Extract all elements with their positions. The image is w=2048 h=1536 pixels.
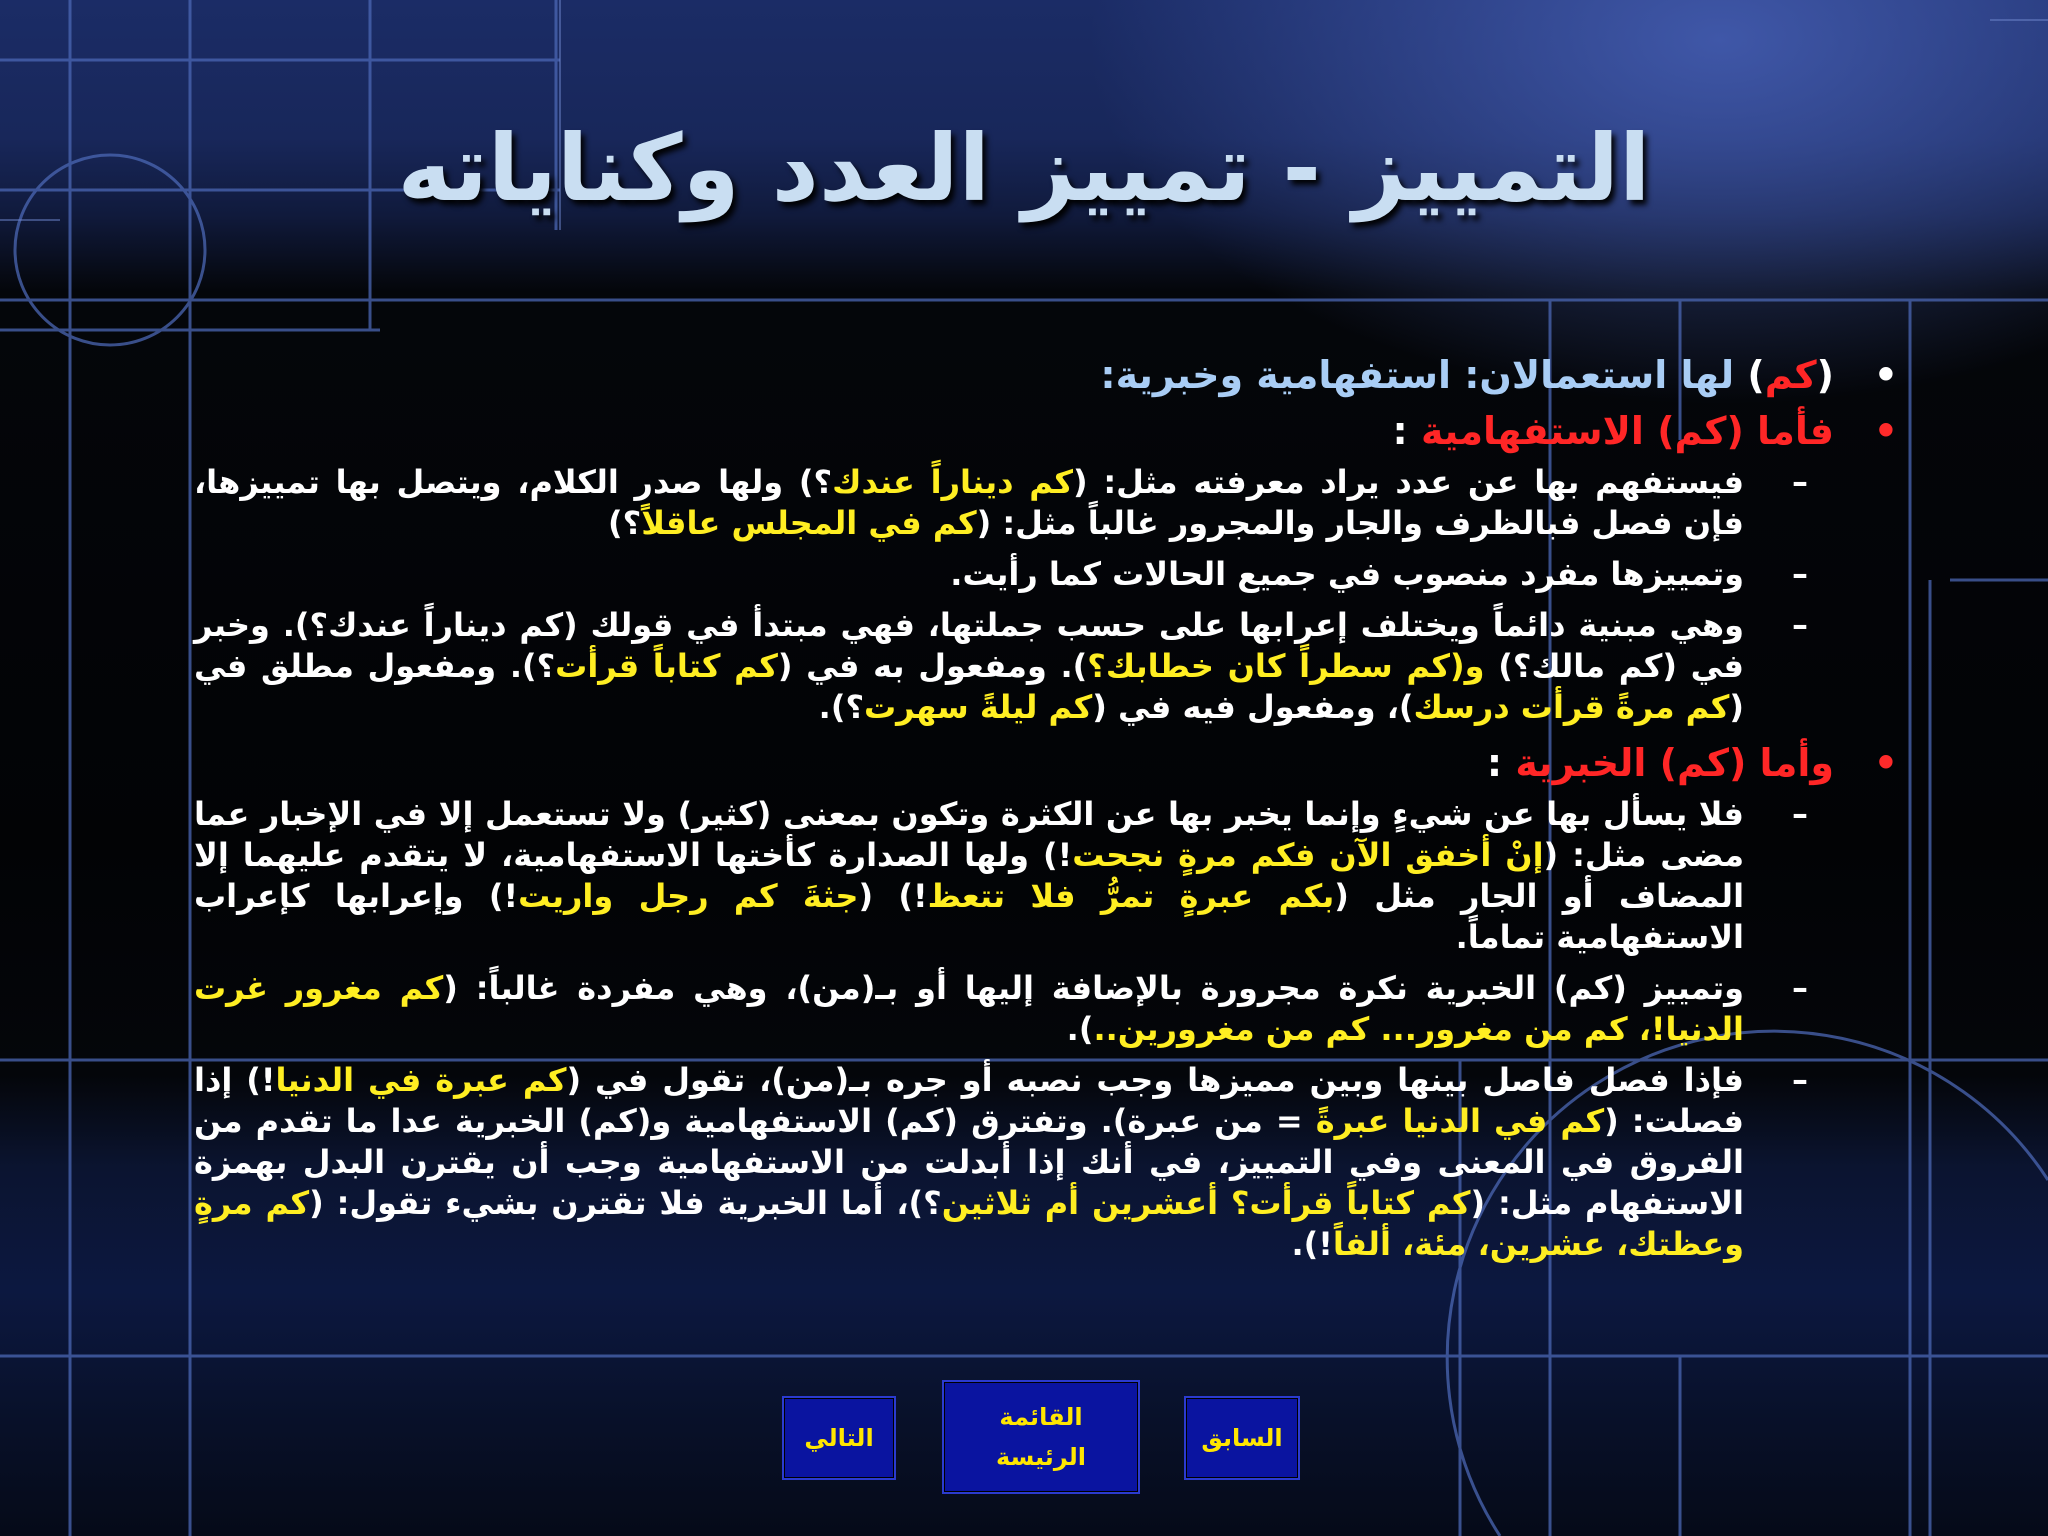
example-highlight: كم ليلةً سهرت <box>864 688 1093 726</box>
example-highlight: كم في الدنيا عبرةً <box>1315 1102 1605 1140</box>
text-run: !). <box>1291 1225 1333 1263</box>
sub-item-predicative-usage <box>194 794 1808 958</box>
text-run: !) وإعرابها كإعراب الاستفهامية تماماً. <box>194 877 1744 956</box>
previous-button[interactable] <box>1184 1396 1300 1480</box>
previous-button-label: السابق <box>1201 1424 1283 1452</box>
text-run: ). <box>1066 1010 1094 1048</box>
text-run: )، ومفعول فيه في ( <box>1092 688 1414 726</box>
text-run: وتمييز (كم) الخبرية نكرة مجرورة بالإضافة إليها أو بـ(من)، وهي مفردة غالباً: ( <box>443 969 1745 1007</box>
main-menu-button[interactable] <box>942 1380 1140 1494</box>
next-button[interactable] <box>782 1396 896 1480</box>
text-run: !) ( <box>858 877 928 915</box>
sub-item-separation <box>194 1060 1808 1265</box>
sub-item-predicative-tamyiz <box>194 968 1808 1050</box>
text-run: !) إذا فصلت: ( <box>194 1061 1745 1140</box>
kam-word: كم <box>1764 353 1817 397</box>
heading-colon: : <box>1486 741 1516 785</box>
bullet-item-kam-uses <box>118 350 1898 400</box>
bullet-icon: • <box>1873 353 1898 397</box>
slide-content <box>118 350 1898 1275</box>
dash-bullet-icon: – <box>1792 795 1808 833</box>
main-menu-label-line2: الرئيسة <box>996 1443 1086 1471</box>
dash-bullet-icon: – <box>1792 463 1808 501</box>
next-button-label: التالي <box>804 1424 874 1452</box>
bullet-item-predicative <box>118 738 1898 788</box>
example-highlight: إنْ أخفق الآن فكم مرةٍ نجحت <box>1072 836 1544 874</box>
example-highlight: كم مرةٍ وعظتك، عشرين، مئة، ألفاً <box>194 1184 1744 1263</box>
example-highlight: و(كم سطراً كان خطابك؟ <box>1087 647 1485 685</box>
text-run: ؟) <box>608 504 642 542</box>
sub-item-interrogative-tamyiz <box>194 554 1808 595</box>
example-highlight: كم ديناراً عندك <box>832 463 1073 501</box>
example-highlight: جثةَ كم رجل واريت <box>518 877 859 915</box>
example-highlight: كم كتاباً قرأت؟ أعشرين أم ثلاثين <box>941 1184 1471 1222</box>
dash-bullet-icon: – <box>1792 969 1808 1007</box>
example-highlight: بكم عبرةٍ تمرُّ فلا تتعظ <box>927 877 1335 915</box>
text-run: !) ولها الصدارة كأختها الاستفهامية، لا يتقدم عليهما إلا المضاف أو الجار مثل ( <box>194 836 1745 915</box>
paren-open: ( <box>1816 353 1834 397</box>
bullet-icon: • <box>1873 409 1898 453</box>
predicative-heading: وأما (كم) الخبرية <box>1515 741 1834 785</box>
heading-colon: : <box>1392 409 1421 453</box>
text-run: فيستفهم بها عن عدد يراد معرفته مثل: ( <box>1072 463 1745 501</box>
paren-close: ) <box>1747 353 1765 397</box>
text-run: وتمييزها مفرد منصوب في جميع الحالات كما رأيت. <box>950 555 1744 593</box>
sub-item-interrogative-irab <box>194 605 1808 728</box>
bullet-icon: • <box>1873 741 1898 785</box>
example-highlight: كم مرةً قرأت درسك <box>1413 688 1730 726</box>
main-menu-label-line1: القائمة <box>999 1403 1083 1431</box>
text-run: ). ومفعول به في ( <box>777 647 1088 685</box>
text-run: وهي مبنية دائماً ويختلف إعرابها على حسب جملتها، فهي مبتدأ في قولك (كم ديناراً عندك؟). وخبر في (كم مالك؟) <box>194 606 1744 685</box>
example-highlight: كم كتاباً قرأت <box>555 647 778 685</box>
example-highlight: كم في المجلس عاقلاً <box>641 504 977 542</box>
text-run: = من عبرة). وتفترق (كم) الاستفهامية و(كم) الخبرية عدا ما تقدم من الفروق في المعنى وفي التمييز، في أنك إذا أبدلت من الاستفهامية وجب أن يقترن البدل بهمزة الاستفهام مثل: ( <box>194 1102 1744 1222</box>
bullet-item-interrogative <box>118 406 1898 456</box>
dash-bullet-icon: – <box>1792 1061 1808 1099</box>
text-run: ؟)، أما الخبرية فلا تقترن بشيء تقول: ( <box>309 1184 942 1222</box>
item1-text: لها استعمالان: <box>1451 353 1748 397</box>
text-run: ؟) ولها صدر الكلام، ويتصل بها تمييزها، فإن فصل فبالظرف والجار والمجرور غالباً مثل: ( <box>194 463 1744 542</box>
dash-bullet-icon: – <box>1792 555 1808 593</box>
text-run: ؟). ومفعول مطلق في ( <box>194 647 1744 726</box>
sub-item-interrogative-usage <box>194 462 1808 544</box>
item1-text-2: استفهامية وخبرية: <box>1100 353 1451 397</box>
dash-bullet-icon: – <box>1792 606 1808 644</box>
example-highlight: كم عبرة في الدنيا <box>275 1061 567 1099</box>
text-run: ؟). <box>818 688 865 726</box>
interrogative-heading: فأما (كم) الاستفهامية <box>1420 409 1834 453</box>
slide-title: التمييز - تمييز العدد وكناياته <box>397 115 1651 222</box>
text-run: فإذا فصل فاصل بينها وبين مميزها وجب نصبه أو جره بـ(من)، تقول في ( <box>566 1061 1744 1099</box>
text-run: فلا يسأل بها عن شيءٍ وإنما يخبر بها عن الكثرة وتكون بمعنى (كثير) ولا تستعمل إلا في الإخبار عما مضى مثل: ( <box>194 795 1745 874</box>
example-highlight: كم مغرور غرت الدنيا!، كم من مغرور... كم من مغرورين.. <box>194 969 1744 1048</box>
